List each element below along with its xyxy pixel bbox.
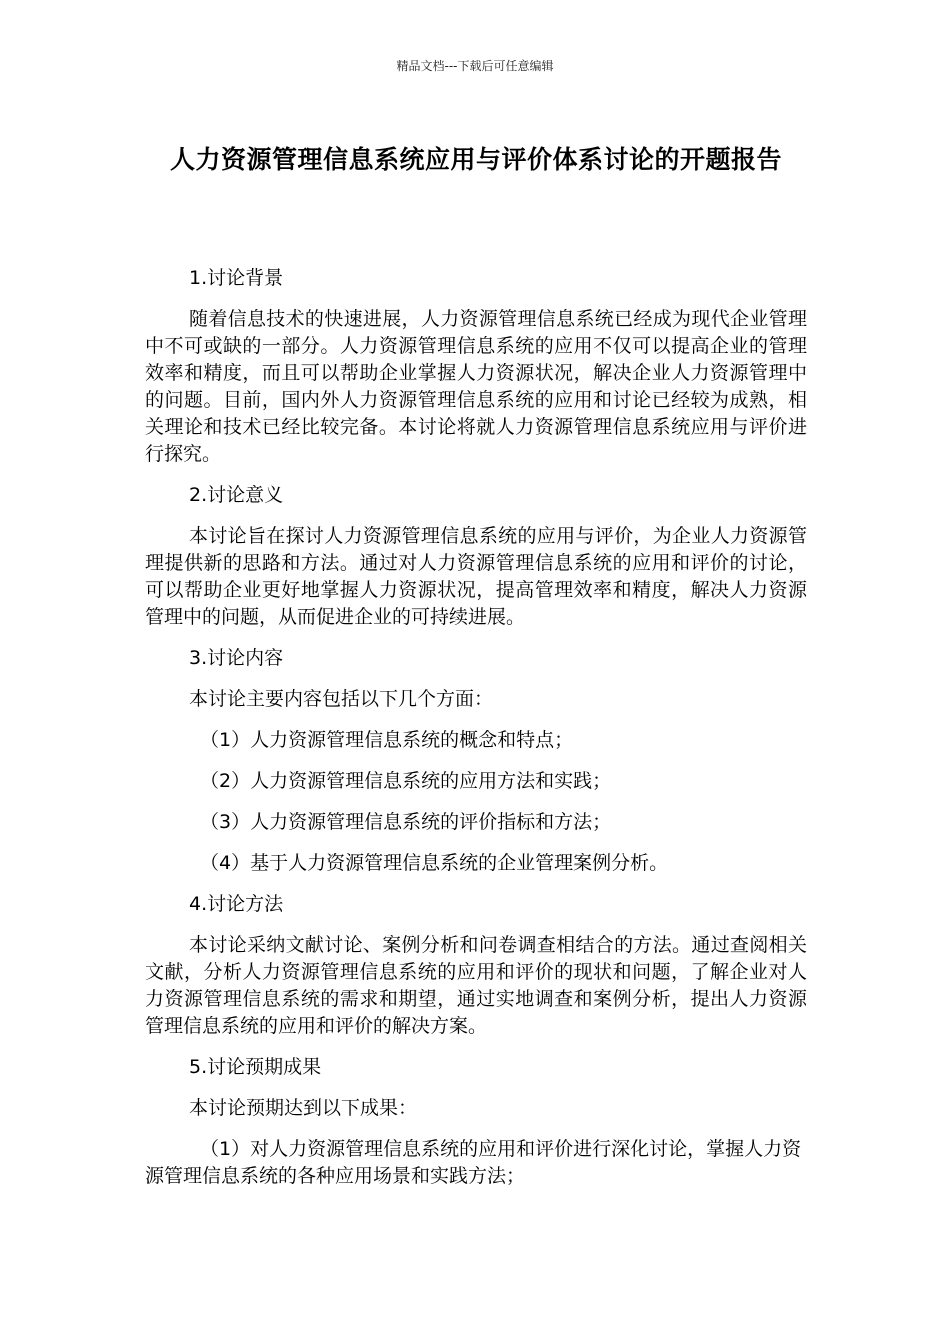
document-title: 人力资源管理信息系统应用与评价体系讨论的开题报告 [169,145,782,174]
section-significance [145,482,807,631]
list-item: （4）基于人力资源管理信息系统的企业管理案例分析。 [200,852,669,874]
section-paragraph: 随着信息技术的快速进展，人力资源管理信息系统已经成为现代企业管理中不可或缺的一部分。人力资源管理信息系统的应用不仅可以提高企业的管理效率和精度，而且可以帮助企业掌握人力资源状况，解决企业人力资源管理中的问题。目前，国内外人力资源管理信息系统的应用和讨论已经较为成熟，相关理论和技术已经比较完备。本讨论将就人力资源管理信息系统应用与评价进行探究。 [145,308,807,465]
document-body [145,265,807,1204]
list-item: （1）人力资源管理信息系统的概念和特点； [200,729,574,751]
list-item: （3）人力资源管理信息系统的评价指标和方法； [200,811,612,833]
section-intro: 本讨论主要内容包括以下几个方面： [189,688,494,710]
section-paragraph: 本讨论采纳文献讨论、案例分析和问卷调查相结合的方法。通过查阅相关文献，分析人力资源管理信息系统的应用和评价的现状和问题，了解企业对人力资源管理信息系统的需求和期望，通过实地调查和案例分析，提出人力资源管理信息系统的应用和评价的解决方案。 [145,934,807,1037]
section-heading: 2.讨论意义 [189,484,284,506]
section-background [145,265,807,468]
section-heading: 1.讨论背景 [189,267,284,289]
section-heading: 4.讨论方法 [189,893,284,915]
section-expected-results [145,1054,807,1190]
section-method [145,891,807,1040]
section-paragraph: 本讨论旨在探讨人力资源管理信息系统的应用与评价，为企业人力资源管理提供新的思路和方法。通过对人力资源管理信息系统的应用和评价的讨论，可以帮助企业更好地掌握人力资源状况，提高管理效率和精度，解决人力资源管理中的问题，从而促进企业的可持续进展。 [145,525,807,628]
section-content [145,645,807,877]
list-item: （1）对人力资源管理信息系统的应用和评价进行深化讨论，掌握人力资源管理信息系统的各种应用场景和实践方法； [145,1138,802,1187]
list-item: （2）人力资源管理信息系统的应用方法和实践； [200,770,612,792]
section-heading: 3.讨论内容 [189,647,284,669]
page-header: 精品文档---下载后可任意编辑 [396,59,554,73]
section-heading: 5.讨论预期成果 [189,1056,322,1078]
section-intro: 本讨论预期达到以下成果： [189,1097,418,1119]
